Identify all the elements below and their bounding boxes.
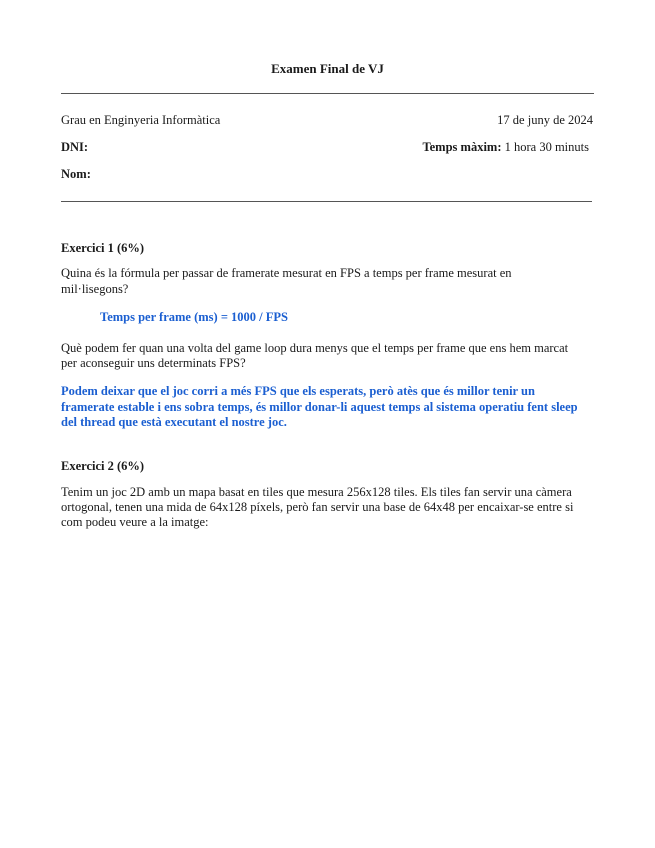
exercise2-heading: Exercici 2 (6%) [61,459,145,473]
exercise1-question1-line2: mil·lisegons? [61,282,129,296]
exercise1-answer2-line3: del thread que està executant el nostre joc. [61,415,287,429]
exercise1-question2-line1: Què podem fer quan una volta del game loop dura menys que el temps per frame que ens hem marcat [61,341,569,355]
header-top-rule [61,93,594,94]
exercise1-answer1: Temps per frame (ms) = 1000 / FPS [100,310,289,324]
exercise1-heading: Exercici 1 (6%) [61,241,145,255]
exam-date: 17 de juny de 2024 [497,113,593,127]
max-time-value: 1 hora 30 minuts [501,140,589,154]
exercise2-paragraph-line3: com podeu veure a la imatge: [61,515,209,529]
exam-title: Examen Final de VJ [271,61,384,76]
exercise1-question2-line2: per aconseguir uns determinats FPS? [61,356,246,370]
degree-name: Grau en Enginyeria Informàtica [61,113,221,127]
exercise1-answer2-line1: Podem deixar que el joc corri a més FPS que els esperats, però atès que és millor tenir un [61,384,535,398]
max-time [422,139,589,155]
exercise2-paragraph-line2: ortogonal, tenen una mida de 64x128 píxels, però fan servir una base de 64x48 per encaixar-se entre si [61,500,574,514]
exercise2-paragraph-line1: Tenim un joc 2D amb un mapa basat en tiles que mesura 256x128 tiles. Els tiles fan servir una càmera [61,485,572,499]
exercise1-question1-line1: Quina és la fórmula per passar de framerate mesurat en FPS a temps per frame mesurat en [61,266,512,280]
dni-label: DNI: [61,140,89,154]
exercise1-answer2-line2: framerate estable i ens sobra temps, és millor donar-li aquest temps al sistema operatiu fent sleep [61,400,578,414]
max-time-label: Temps màxim: [422,140,502,154]
name-label: Nom: [61,167,91,181]
header-bottom-rule [61,201,592,202]
